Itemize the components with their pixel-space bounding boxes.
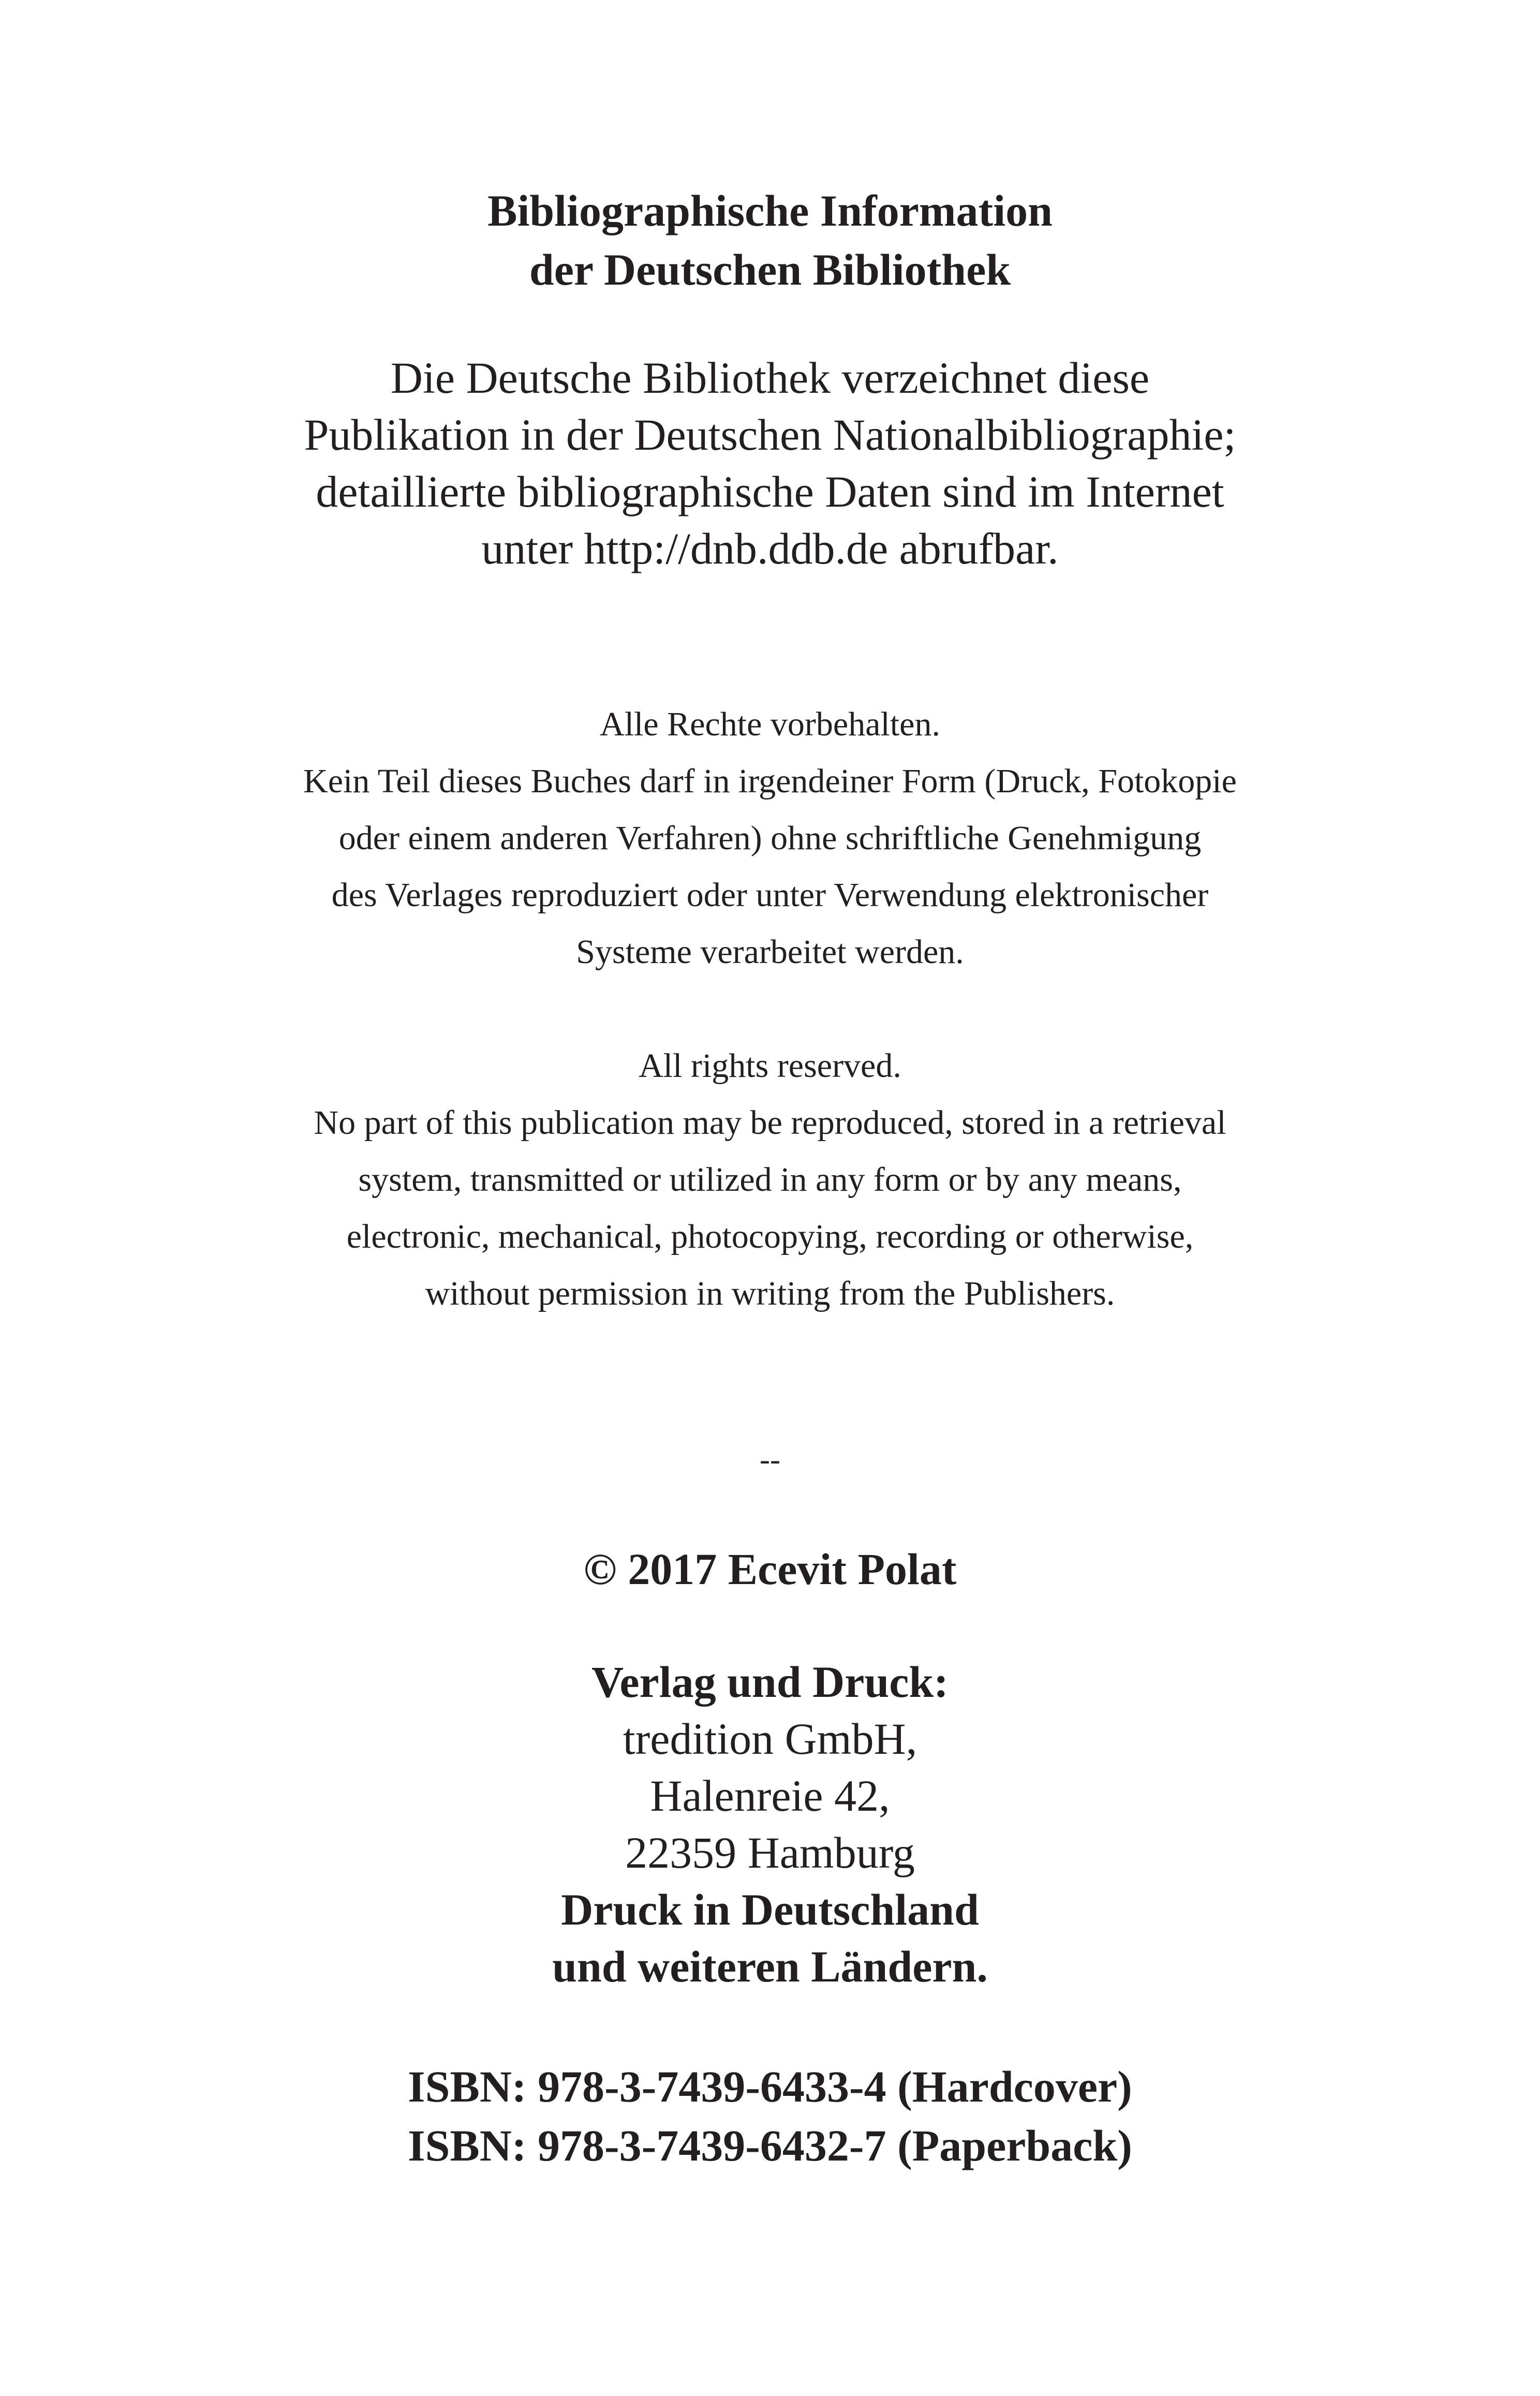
isbn-paperback: ISBN: 978-3-7439-6432-7 (Paperback): [408, 2121, 1132, 2170]
copyright-line: © 2017 Ecevit Polat: [583, 1544, 957, 1594]
copyright-notice: [0, 1540, 1540, 1599]
rights-de-line: Kein Teil dieses Buches darf in irgendeiner Form (Druck, Fotokopie: [303, 762, 1237, 800]
rights-en-line: No part of this publication may be reproduced, stored in a retrieval: [314, 1104, 1226, 1142]
dnb-notice-line: Die Deutsche Bibliothek verzeichnet diese: [390, 353, 1150, 403]
rights-en-line: electronic, mechanical, photocopying, recording or otherwise,: [346, 1218, 1194, 1255]
rights-en-line: system, transmitted or utilized in any form or by any means,: [358, 1161, 1182, 1199]
rights-notice-german: [0, 696, 1540, 981]
publisher-block: [0, 1653, 1540, 1995]
publisher-name: tredition GmbH,: [623, 1714, 917, 1764]
heading-line-2: der Deutschen Bibliothek: [529, 245, 1011, 294]
print-location-line-1: Druck in Deutschland: [561, 1885, 979, 1934]
dnb-notice-line: Publikation in der Deutschen Nationalbibliographie;: [304, 410, 1236, 460]
heading-line-1: Bibliographische Information: [487, 186, 1053, 235]
rights-en-line: without permission in writing from the Publishers.: [425, 1275, 1115, 1312]
rights-de-line: oder einem anderen Verfahren) ohne schriftliche Genehmigung: [338, 819, 1202, 857]
dnb-notice-line: detaillierte bibliographische Daten sind im Internet: [316, 467, 1224, 516]
dnb-notice: [0, 349, 1540, 577]
rights-de-line: Systeme verarbeitet werden.: [576, 933, 964, 971]
isbn-hardcover: ISBN: 978-3-7439-6433-4 (Hardcover): [408, 2062, 1132, 2111]
bibliographic-heading: [0, 181, 1540, 299]
rights-de-line: Alle Rechte vorbehalten.: [600, 705, 940, 743]
separator-dashes: --: [760, 1442, 780, 1476]
print-location-line-2: und weiteren Ländern.: [552, 1942, 988, 1991]
publisher-label: Verlag und Druck:: [591, 1657, 949, 1707]
isbn-block: [0, 2057, 1540, 2175]
publisher-street: Halenreie 42,: [650, 1771, 890, 1821]
rights-en-line: All rights reserved.: [639, 1047, 901, 1085]
rights-notice-english: [0, 1038, 1540, 1322]
publisher-city: 22359 Hamburg: [625, 1828, 915, 1877]
dnb-notice-line: unter http://dnb.ddb.de abrufbar.: [481, 524, 1059, 573]
rights-de-line: des Verlages reproduziert oder unter Verwendung elektronischer: [331, 876, 1209, 914]
section-separator: [0, 1439, 1540, 1480]
